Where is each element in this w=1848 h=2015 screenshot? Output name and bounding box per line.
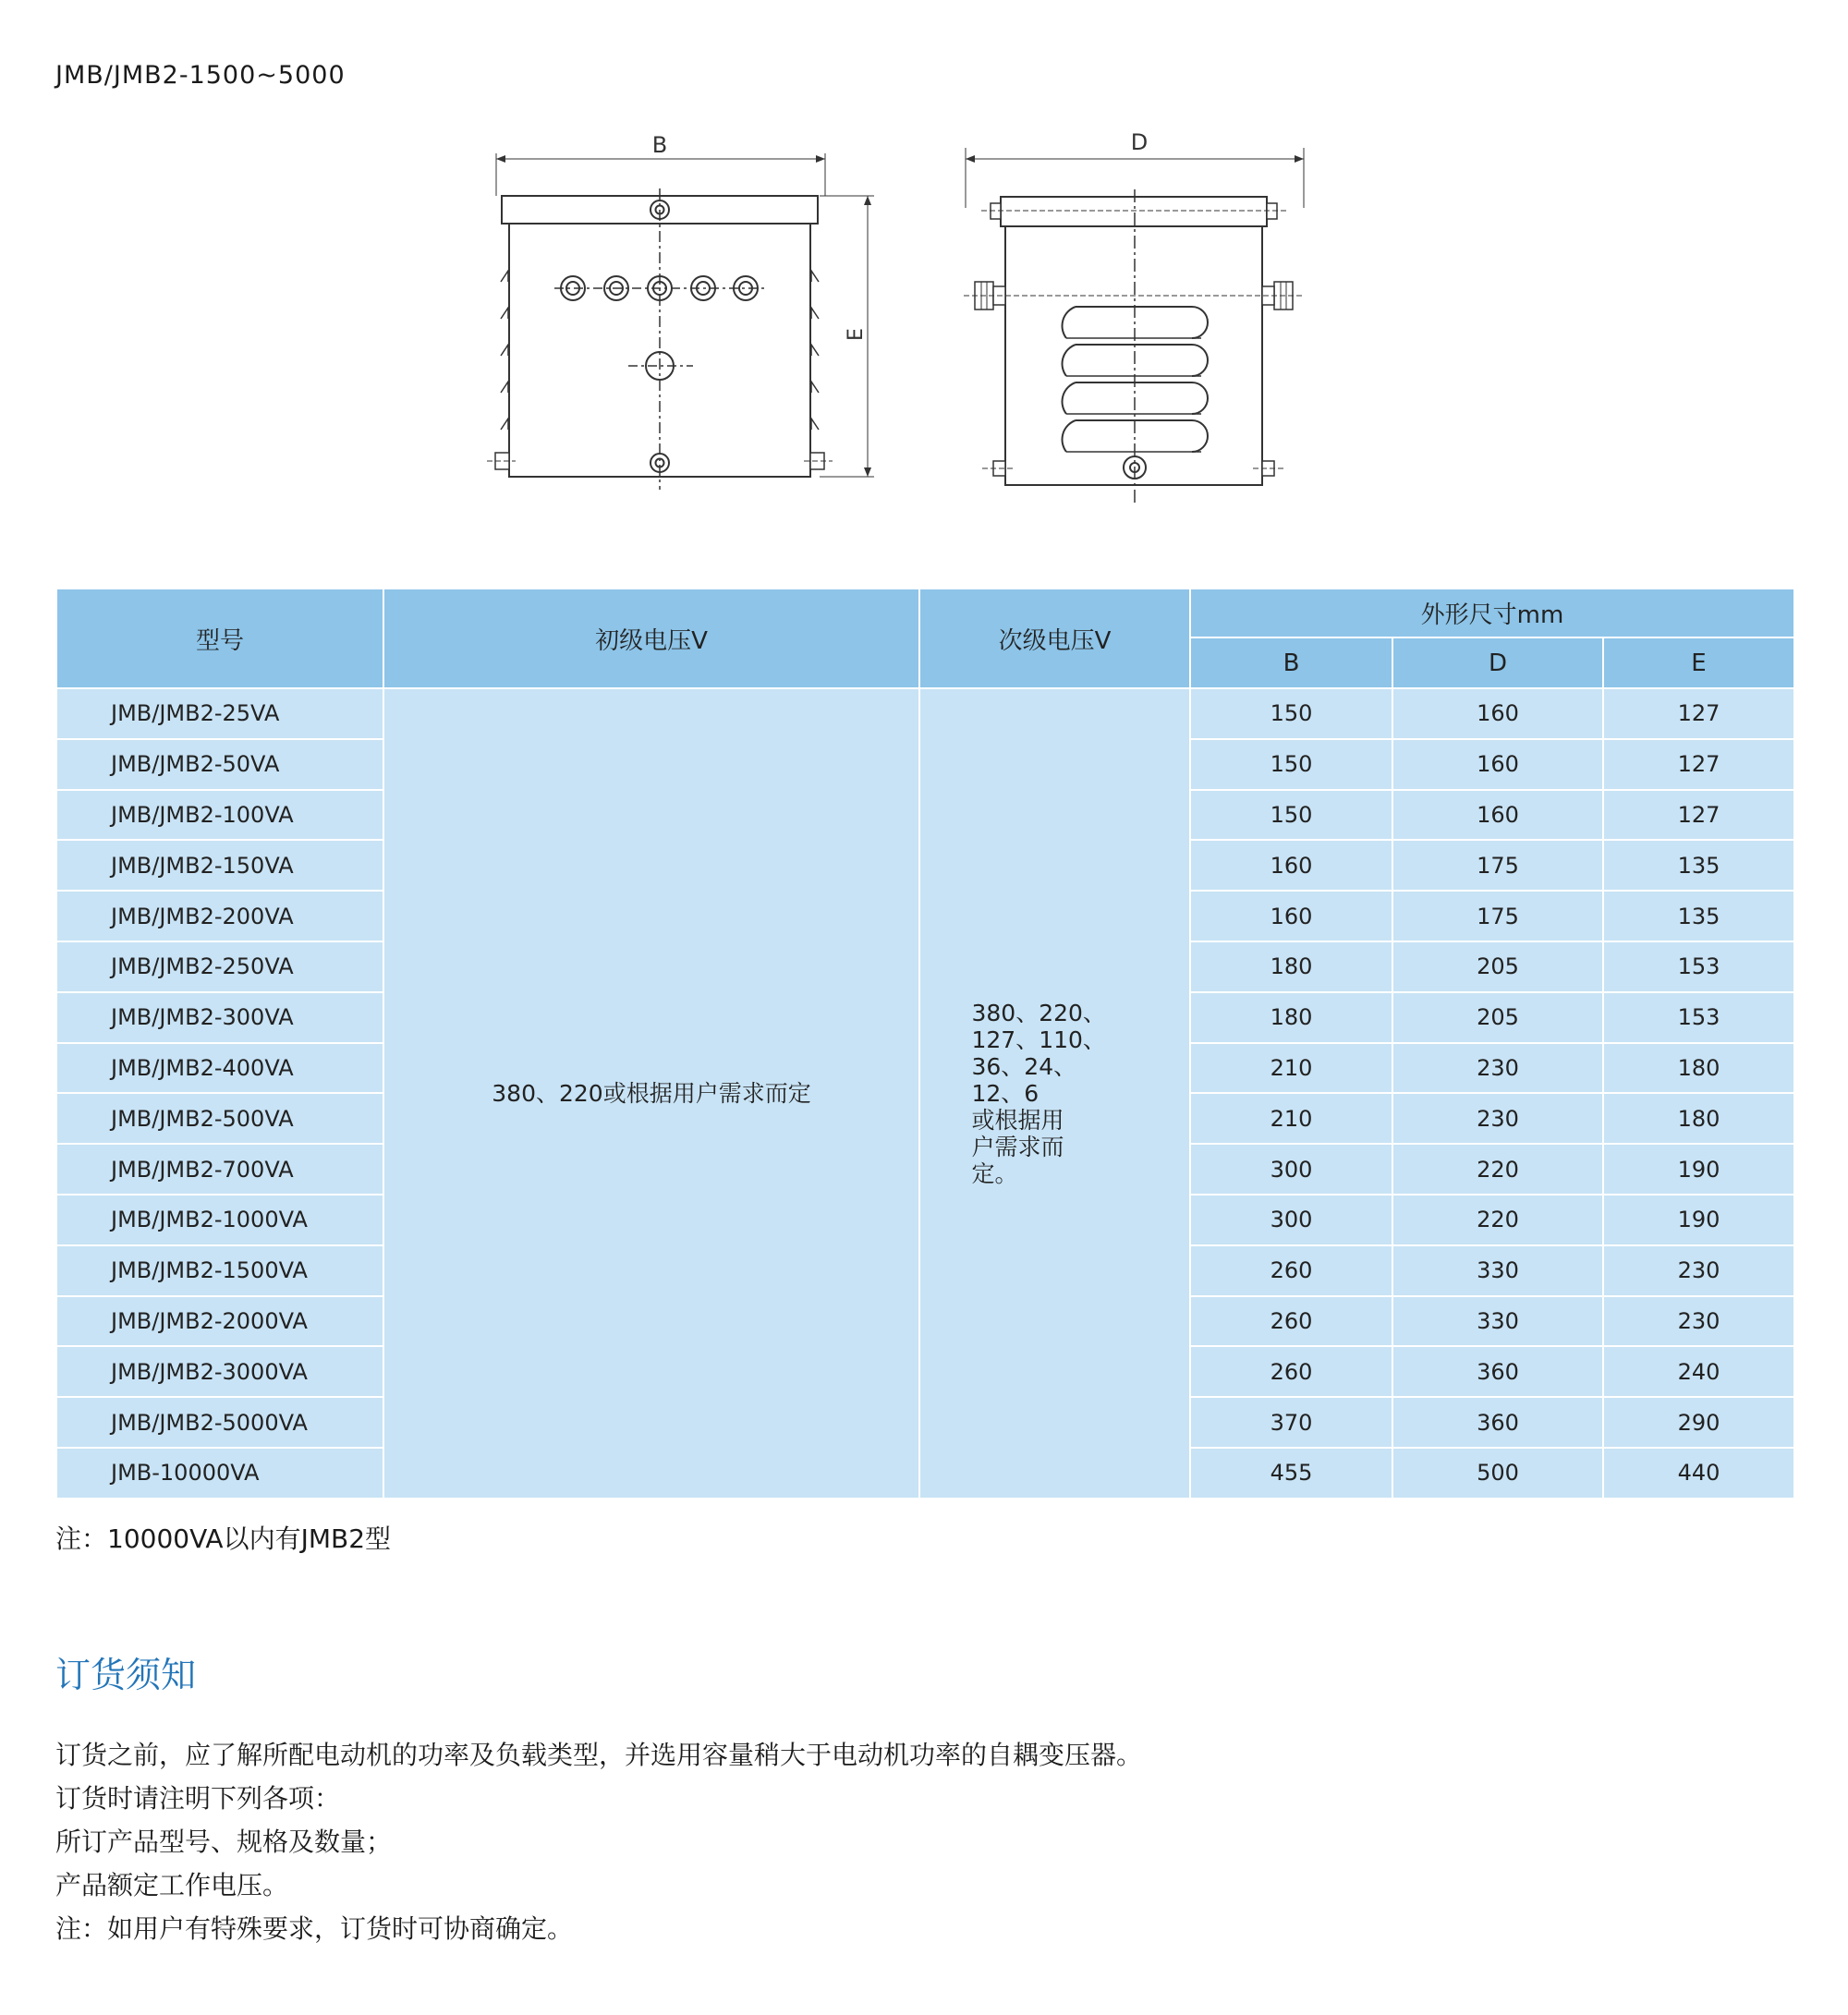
dim-d-cell: 220 — [1392, 1195, 1603, 1245]
model-cell: JMB/JMB2-5000VA — [56, 1397, 383, 1448]
model-cell: JMB/JMB2-400VA — [56, 1043, 383, 1094]
dim-d-cell: 230 — [1392, 1093, 1603, 1144]
dim-b-cell: 260 — [1190, 1245, 1392, 1296]
model-cell: JMB/JMB2-300VA — [56, 992, 383, 1043]
dim-d-cell: 160 — [1392, 790, 1603, 841]
dim-b-cell: 160 — [1190, 840, 1392, 891]
dim-e-cell: 135 — [1603, 891, 1794, 941]
ordering-line: 所订产品型号、规格及数量； — [55, 1827, 393, 1857]
secondary-voltage-text: 380、220、 127、110、 36、24、 12、6 或根据用 户需求而 定。 — [971, 999, 1106, 1187]
dim-d-cell: 160 — [1392, 688, 1603, 739]
dim-b-cell: 210 — [1190, 1093, 1392, 1144]
dim-label-d: D — [1130, 129, 1149, 155]
dim-e-cell: 230 — [1603, 1296, 1794, 1347]
model-cell: JMB/JMB2-2000VA — [56, 1296, 383, 1347]
model-cell: JMB/JMB2-500VA — [56, 1093, 383, 1144]
model-cell: JMB/JMB2-1500VA — [56, 1245, 383, 1296]
dim-label-b: B — [651, 132, 668, 158]
model-cell: JMB-10000VA — [56, 1448, 383, 1499]
ordering-title: 订货须知 — [55, 1655, 197, 1695]
model-cell: JMB/JMB2-25VA — [56, 688, 383, 739]
header-dimensions: 外形尺寸mm — [1190, 589, 1794, 637]
dim-b-cell: 300 — [1190, 1144, 1392, 1195]
dim-e-cell: 190 — [1603, 1195, 1794, 1245]
dim-b-cell: 180 — [1190, 941, 1392, 992]
side-view-drawing — [964, 148, 1305, 504]
ordering-line: 订货时请注明下列各项： — [55, 1783, 341, 1814]
dim-b-cell: 370 — [1190, 1397, 1392, 1448]
dim-e-cell: 240 — [1603, 1346, 1794, 1397]
model-cell: JMB/JMB2-1000VA — [56, 1195, 383, 1245]
header-dim-b: B — [1190, 637, 1392, 688]
dim-b-cell: 260 — [1190, 1296, 1392, 1347]
dim-e-cell: 127 — [1603, 688, 1794, 739]
model-cell: JMB/JMB2-3000VA — [56, 1346, 383, 1397]
dim-d-cell: 175 — [1392, 891, 1603, 941]
dim-d-cell: 330 — [1392, 1245, 1603, 1296]
dim-d-cell: 230 — [1392, 1043, 1603, 1094]
model-cell: JMB/JMB2-150VA — [56, 840, 383, 891]
dim-e-cell: 153 — [1603, 992, 1794, 1043]
header-dim-e: E — [1603, 637, 1794, 688]
dim-e-cell: 440 — [1603, 1448, 1794, 1499]
dim-b-cell: 300 — [1190, 1195, 1392, 1245]
spec-table-body — [56, 688, 1794, 1499]
dim-b-cell: 150 — [1190, 739, 1392, 790]
ordering-instructions — [55, 1733, 1142, 1950]
table-note: 注：10000VA以内有JMB2型 — [55, 1523, 392, 1554]
header-secondary-voltage: 次级电压V — [919, 589, 1190, 688]
dim-e-cell: 230 — [1603, 1245, 1794, 1296]
dim-b-cell: 150 — [1190, 688, 1392, 739]
dim-d-cell: 205 — [1392, 992, 1603, 1043]
model-cell: JMB/JMB2-700VA — [56, 1144, 383, 1195]
dim-label-e: E — [845, 328, 868, 341]
dim-d-cell: 360 — [1392, 1397, 1603, 1448]
dim-e-cell: 180 — [1603, 1093, 1794, 1144]
spec-table — [55, 588, 1795, 1499]
dim-d-cell: 500 — [1392, 1448, 1603, 1499]
secondary-voltage-cell — [919, 688, 1190, 1499]
ordering-line: 订货之前，应了解所配电动机的功率及负载类型，并选用容量稍大于电动机功率的自耦变压器。 — [55, 1740, 1143, 1770]
dim-d-cell: 175 — [1392, 840, 1603, 891]
dim-e-cell: 127 — [1603, 790, 1794, 841]
dim-d-cell: 360 — [1392, 1346, 1603, 1397]
front-view-drawing — [487, 153, 874, 490]
dim-e-cell: 153 — [1603, 941, 1794, 992]
dim-e-cell: 135 — [1603, 840, 1794, 891]
drawing-heading: JMB/JMB2-1500~5000 — [55, 61, 346, 90]
dim-b-cell: 150 — [1190, 790, 1392, 841]
dim-d-cell: 160 — [1392, 739, 1603, 790]
dim-e-cell: 290 — [1603, 1397, 1794, 1448]
header-model: 型号 — [56, 589, 383, 688]
primary-voltage-cell: 380、220或根据用户需求而定 — [383, 688, 919, 1499]
model-cell: JMB/JMB2-50VA — [56, 739, 383, 790]
header-primary-voltage: 初级电压V — [383, 589, 919, 688]
dim-b-cell: 180 — [1190, 992, 1392, 1043]
technical-drawings — [0, 120, 1848, 508]
dim-b-cell: 210 — [1190, 1043, 1392, 1094]
table-row — [56, 688, 1794, 739]
ordering-line: 产品额定工作电压。 — [55, 1870, 289, 1900]
dim-b-cell: 260 — [1190, 1346, 1392, 1397]
dim-d-cell: 220 — [1392, 1144, 1603, 1195]
model-cell: JMB/JMB2-200VA — [56, 891, 383, 941]
ordering-line: 注：如用户有特殊要求，订货时可协商确定。 — [55, 1913, 574, 1944]
dim-b-cell: 160 — [1190, 891, 1392, 941]
dim-e-cell: 190 — [1603, 1144, 1794, 1195]
dim-b-cell: 455 — [1190, 1448, 1392, 1499]
model-cell: JMB/JMB2-250VA — [56, 941, 383, 992]
dim-e-cell: 180 — [1603, 1043, 1794, 1094]
model-cell: JMB/JMB2-100VA — [56, 790, 383, 841]
header-dim-d: D — [1392, 637, 1603, 688]
dim-e-cell: 127 — [1603, 739, 1794, 790]
dim-d-cell: 205 — [1392, 941, 1603, 992]
dim-d-cell: 330 — [1392, 1296, 1603, 1347]
